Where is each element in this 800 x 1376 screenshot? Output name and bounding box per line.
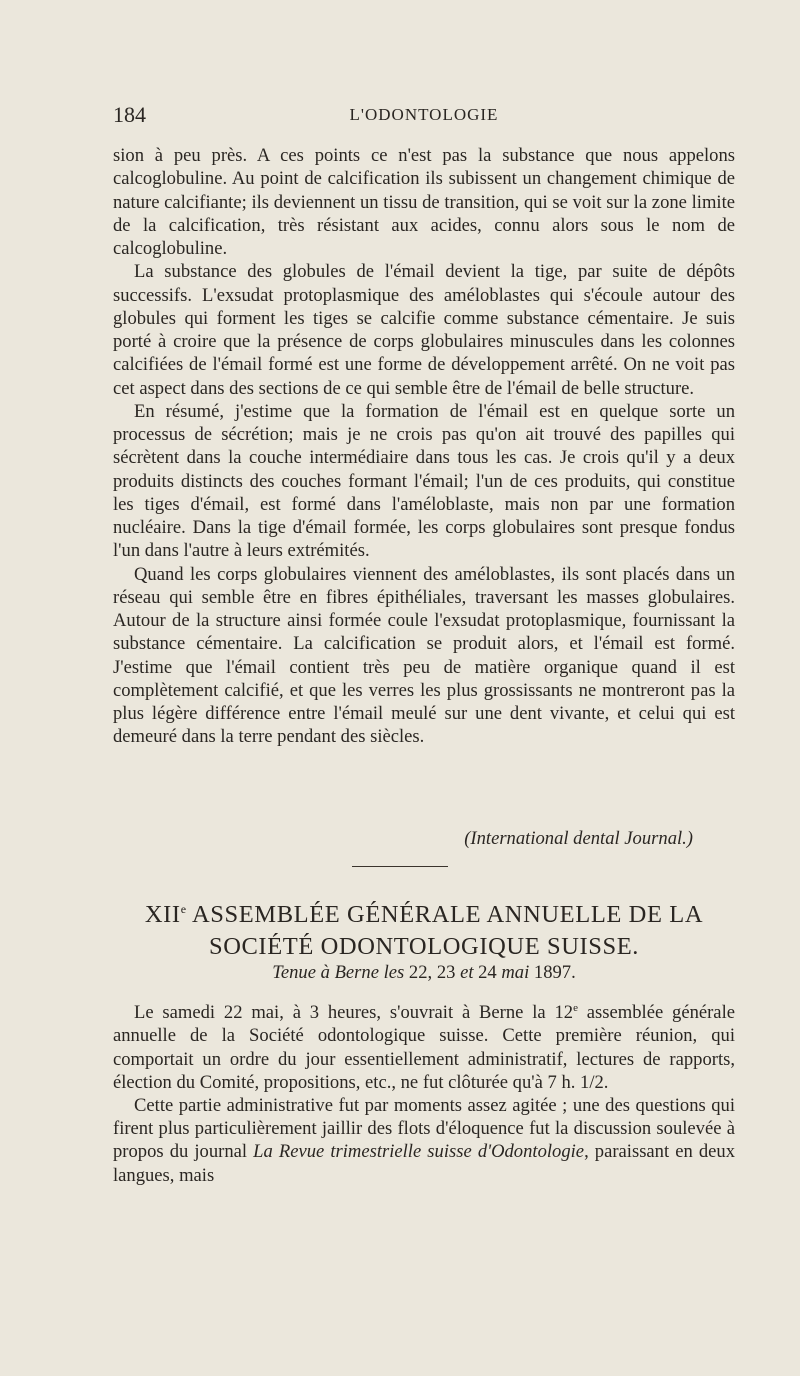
source-citation: (International dental Journal.)	[464, 828, 693, 849]
page-number: 184	[113, 102, 146, 127]
page-header	[113, 102, 735, 130]
dateline-day: 24	[473, 962, 502, 983]
running-title: L'ODONTOLOGIE	[349, 105, 499, 124]
paragraph: Le samedi 22 mai, à 3 heures, s'ouvrait à Berne la 12e assemblée générale annuelle de la Société odontologique suisse. Cette première réunion, qui comportait un ordre du jour essentiellement administratif, lectures de rapports, élection du Comité, propositions, etc., ne fut clôturée qu'à 7 h. 1/2.	[113, 1002, 735, 1093]
paragraph: En résumé, j'estime que la formation de l'émail est en quelque sorte un processus de sécrétion; mais je ne crois pas qu'on ait trouvé des papilles qui sécrètent dans la couche intermédiaire dans tous les cas. Je crois qu'il y a deux produits distincts des couches formant l'émail; l'un de ces produits, qui constitue les tiges d'émail, est formé dans l'améloblaste, mais non par une formation nucléaire. Dans la tige d'émail formée, les corps globulaires sont presque fondus l'un dans l'autre à leurs extrémités.	[113, 400, 735, 562]
paragraph: Cette partie administrative fut par moments assez agitée ; une des questions qui firent plus particulièrement jaillir des flots d'éloquence fut la discussion soulevée à propos du journal La Revue trimestrielle suisse d'Odontologie, paraissant en deux langues, mais	[113, 1095, 735, 1186]
title-line-2: SOCIÉTÉ ODONTOLOGIQUE SUISSE.	[208, 933, 640, 961]
paragraph: Quand les corps globulaires viennent des améloblastes, ils sont placés dans un réseau qui semble être en fibres épithéliales, traversant les masses globulaires. Autour de la structure ainsi formée coule l'exsudat protoplasmique, fournissant la substance cémentaire. La calcification se produit alors, et l'émail est formé. J'estime que l'émail contient très peu de matière organique quand il est complètement calcifié, et que les verres les plus grossissants ne montreront pas la plus légère différence entre l'émail meulé sur une dent vivante, et celui qui est demeuré dans la terre pendant des siècles.	[113, 563, 735, 748]
dateline-conj: et	[460, 962, 474, 983]
dateline-days: 22, 23	[404, 962, 461, 983]
dateline-month: mai	[501, 962, 530, 983]
dateline-year: 1897.	[529, 962, 576, 983]
paragraph: sion à peu près. A ces points ce n'est pas la substance que nous appelons calcoglobuline. Au point de calcification ils subissent un changement chimique de nature calcifiante; ils deviennent un tissu de transition, qui se voit sur la zone limite de la calcification, très résistant aux acides, connu alors sous le nom de calcoglobuline.	[113, 145, 735, 259]
title-ordinal: XII	[144, 901, 181, 929]
dateline-text: Tenue à Berne les	[272, 962, 405, 983]
journal-title: La Revue trimestrielle suisse d'Odontologie	[253, 1141, 585, 1163]
title-text: ASSEMBLÉE GÉNÉRALE ANNUELLE DE LA	[186, 901, 704, 929]
article-title	[113, 893, 735, 963]
section-divider	[352, 866, 448, 867]
dateline	[113, 962, 735, 984]
paragraph: La substance des globules de l'émail devient la tige, par suite de dépôts successifs. L'exsudat protoplasmique des améloblastes qui s'écoule autour des globules qui forment les tiges se calcifie comme substance cémentaire. Je suis porté à croire que la présence de corps globulaires minuscules dans les colonnes calcifiées de l'émail formé est une forme de développement arrêté. On ne voit pas cet aspect dans des sections de ce qui semble être de l'émail de belle structure.	[113, 261, 735, 399]
title-line-1	[113, 893, 735, 931]
article-body	[113, 997, 735, 1187]
article-continuation	[113, 144, 735, 749]
title-ordinal-suffix: e	[180, 902, 187, 916]
